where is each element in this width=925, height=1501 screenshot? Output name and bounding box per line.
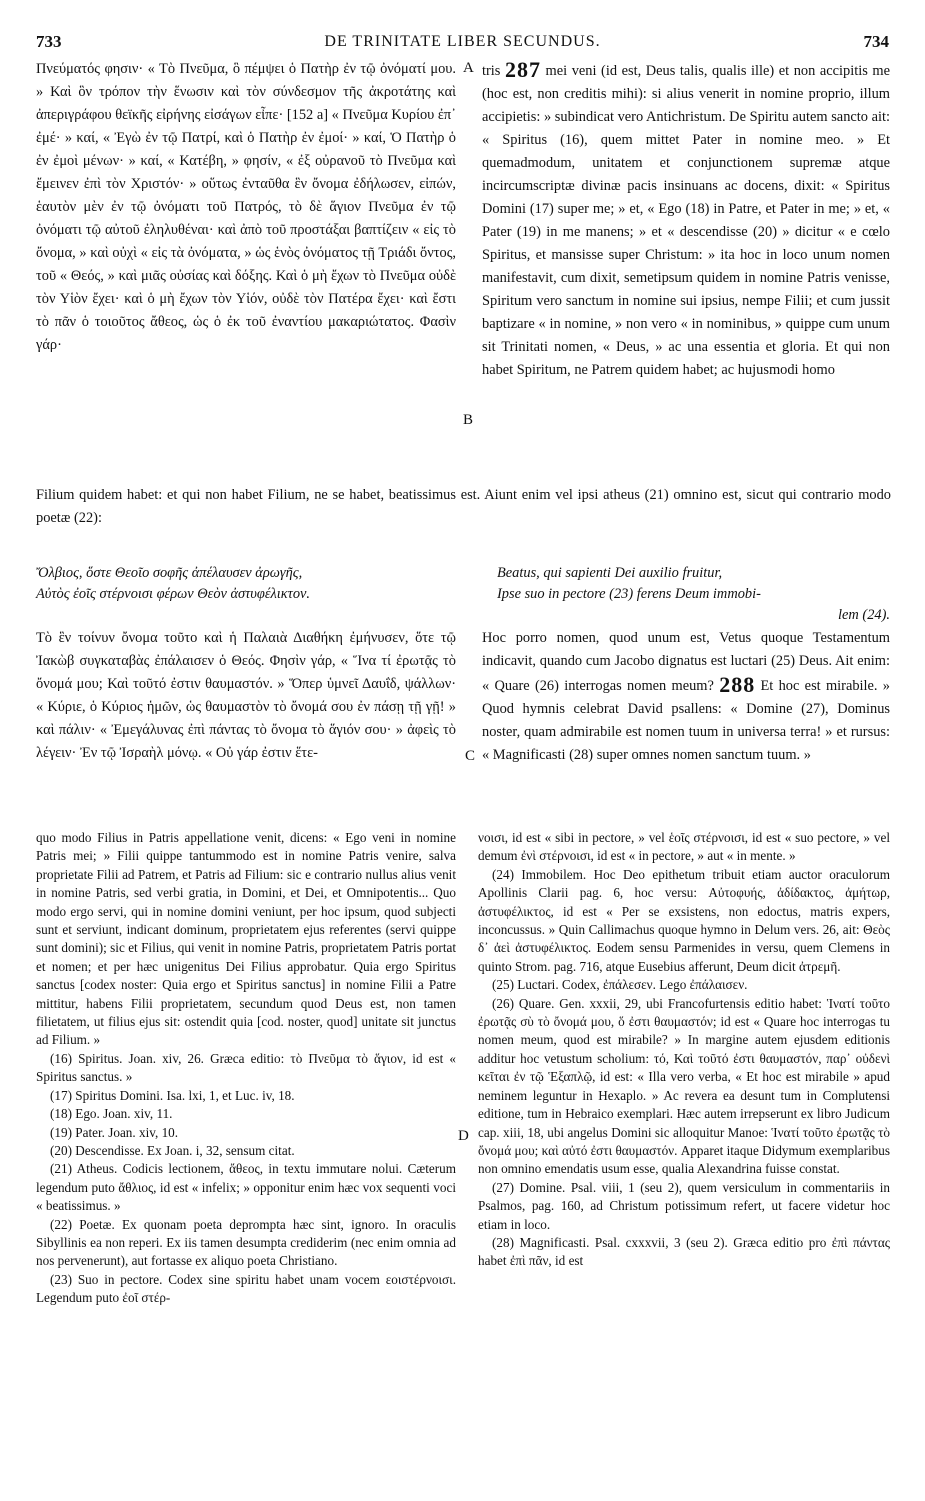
footnote: (22) Poetæ. Ex quonam poeta deprompta hæc sint, ignoro. In oraculis Sibyllinis ea non reperi. Ex iis tamen desumpta crediderim (nec enim omnia ad nos pervenerunt), aut fortasse ex aliquo poeta Christiano. <box>36 1216 456 1269</box>
footnote: (16) Spiritus. Joan. xiv, 26. Græca editio: τὸ Πνεῦμα τὸ ἅγιον, id est « Spiritus sanctus. » <box>36 1050 456 1085</box>
margin-marker-b: B <box>463 412 474 428</box>
footnote: quo modo Filius in Patris appellatione venit, dicens: « Ego veni in nomine Patris mei; » Filii quippe tantummodo est in nomine Patris venire, salva proprietate Filii ad Patrem, et Patris ad Filium: sic e contrario nullus alius venit in nomine Patris, sed verbi gratia, in Domini, et Dei, et Omnipotentis... Quo modo ergo servi, qui in nomine domini veniunt, per hoc ipsum, quod subjecti sunt et serviunt, indicant dominum, proprietatem ejus referentes (servi quippe sunt domini); sic et Filius, qui venit in nomine Patris, proprietatem Patris portat et nomen; et per hæc unigenitus Dei Filius approbatur. Quia ergo Spiritus sanctus [codex noster: Quia ergo et Spiritus sanctus] in nomine Filii a Patre mittitur, habens Filii proprietatem, secundum quod Deus est, non tamen filietatem, ut filius ejus sit: ostendit quia [cod. noster, quod] unitate sit junctus ad Filium. » <box>36 830 456 1048</box>
page-number-right: 734 <box>863 32 889 51</box>
footnote: (21) Atheus. Codicis lectionem, ἄθεος, in textu immutare nolui. Cæterum legendum puto ἄθλιος, id est « infelix; » opponitur enim hæc vox sequenti voci « beatissimus. » <box>36 1161 456 1214</box>
page-header <box>36 32 889 54</box>
latin-text-2a: Hoc porro nomen, quod unum est, Vetus quoque Testamentum indicavit, quando cum Jacobo dignatus est luctari (25) Deus. Ait enim: « Quare (26) interrogas nomen meum? <box>482 630 890 694</box>
column-number-287: 287 <box>504 57 541 82</box>
footnote: (24) Immobilem. Hoc Deo epithetum tribuit etiam auctor oraculorum Apollinis Clarii pag. 6, hoc versu: Αὐτοφυής, ἀδίδακτος, ἀμήτωρ, ἀστυφέλικτος, id est « Per se exsistens, non edoctus, matris expers, inconcussus. » Quin Callimachus quoque hymno in Delum vers. 26, ait: Θεὸς δ᾽ ἀεὶ ἀστυφέλικτος. Eodem sensu Parmenides in versu, quem Clemens in quinto Strom. pag. 716, atque Eusebius afferunt, Deum dicit ἀτρεμῆ. <box>478 866 890 974</box>
poem-greek <box>36 563 466 605</box>
poem-greek-line-1: Ὄλβιος, ὅστε Θεοῖο σοφῆς ἀπέλαυσεν ἀρωγῆς, <box>36 565 303 581</box>
footnotes-right <box>478 829 890 1271</box>
poem-latin-line-1: Beatus, qui sapienti Dei auxilio fruitur, <box>497 565 723 581</box>
footnote: (20) Descendisse. Ex Joan. i, 32, sensum citat. <box>50 1142 295 1158</box>
latin-text-1a: tris <box>482 63 501 79</box>
latin-column-2 <box>482 627 890 767</box>
margin-marker-c: C <box>465 748 476 764</box>
full-width-line: Filium quidem habet: et qui non habet Filium, ne se habet, beatissimus est. Aiunt enim vel ipsi atheus (21) omnino est, sicut qui contrario modo poetæ (22): <box>36 487 891 526</box>
greek-text-2: Τὸ ἓν τοίνυν ὄνομα τοῦτο καὶ ἡ Παλαιὰ Διαθήκη ἐμήνυσεν, ὅτε τῷ Ἰακὼβ συγκαταβὰς ἐπάλαισεν ὁ Θεός. Φησὶν γάρ, « Ἵνα τί ἐρωτᾷς τὸ ὄνομά μου; Καὶ τοῦτό ἐστιν θαυμαστόν. » Ὅπερ ὑμνεῖ Δαυΐδ, ψάλλων· « Κύριε, ὁ Κύριος ἡμῶν, ὡς θαυμαστὸν τὸ ὄνομά σου ἐν πάσῃ τῇ γῇ! » καὶ πάλιν· « Ἐμεγάλυνας ἐπὶ πάντας τὸ ὄνομα τὸ ἅγιόν σου· » ἀφεὶς τὸ λέγειν· Ἐν τῷ Ἰσραὴλ μόνῳ. « Οὐ γάρ ἐστιν ἕτε- <box>36 630 456 761</box>
greek-column-2 <box>36 627 456 765</box>
running-title: DE TRINITATE LIBER SECUNDUS. <box>324 33 601 50</box>
poem-latin-line-3: lem (24). <box>838 607 890 623</box>
footnote: (17) Spiritus Domini. Isa. lxi, 1, et Luc. iv, 18. <box>50 1087 295 1103</box>
footnote: (27) Domine. Psal. viii, 1 (seu 2), quem versiculum in commentariis in Psalmos, pag. 160, ad Christum potissimum refert, ut facere videtur hoc etiam in loco. <box>478 1179 890 1232</box>
greek-column-1 <box>36 58 456 357</box>
column-number-288: 288 <box>719 672 756 697</box>
greek-text-1: Πνεύματός φησιν· « Τὸ Πνεῦμα, ὃ πέμψει ὁ Πατὴρ ἐν τῷ ὀνόματί μου. » Καὶ ὃν τρόπον τὴν ἕνωσιν καὶ τὸν σύνδεσμον τῆς ἀκροτάτης καὶ ἀπεριγράφου θεϊκῆς εἰρήνης εἰσάγων εἶπε· [152 a] « Πνεῦμα Κυρίου ἐπ᾽ ἐμέ· » καί, « Ἐγὼ ἐν τῷ Πατρί, καὶ ὁ Πατὴρ ἐν ἐμοί· » καί, Ὁ Πατὴρ ὁ ἐν ἐμοὶ μένων· » καί, « Κατέβη, » φησίν, « ἐξ οὐρανοῦ τὸ Πνεῦμα καὶ ἔμεινεν ἐπὶ τὸν Χριστόν· » οὕτως ἐνταῦθα ἓν ὄνομα ἐδήλωσεν, εἰπών, ἑαυτὸν μὲν ἐν τῷ ὀνόματι τοῦ Πατρός, τὸ δὲ ἅγιον Πνεῦμα ἐν τῷ ὀνόματι τῷ αὐτοῦ ἐληλυθέναι· καὶ ἀπὸ τοῦ προστάξαι βαπτίζειν « εἰς τὸ ὄνομα, » καὶ οὐχὶ « εἰς τὰ ὀνόματα, » ὡς ἑνὸς ὀνόματος τῇ Τριάδι ὄντος, τοῦ « Θεός, » καὶ μιᾶς οὐσίας καὶ δόξης. Καὶ ὁ μὴ ἔχων τὸ Πνεῦμα οὐδὲ τὸν Υἱὸν ἔχει· καὶ ὁ μὴ ἔχων τὸν Υἱόν, οὐδὲ τὸν Πατέρα ἔχει· καὶ ἔστι τὸ πᾶν ὁ τοιοῦτος ἄθεος, ὡς ὁ ἐκ τοῦ ἐναντίου μακαριώτατος. Φασὶν γάρ· <box>36 61 456 353</box>
latin-text-2 <box>482 627 890 767</box>
footnotes-left <box>36 829 456 1308</box>
footnote: (23) Suo in pectore. Codex sine spiritu habet unam vocem εοιστέρνοισι. Legendum puto ἐοῖ στέρ- <box>36 1271 456 1306</box>
page-number-left: 733 <box>36 32 62 51</box>
footnote: νοισι, id est « sibi in pectore, » vel ἑοῖς στέρνοισι, id est « suo pectore, » vel demum ἐνὶ στέρνοισι, id est « in pectore, » aut « in mente. » <box>478 830 890 864</box>
latin-column-1 <box>482 58 890 382</box>
margin-marker-d: D <box>458 1128 469 1144</box>
footnote: (26) Quare. Gen. xxxii, 29, ubi Francofurtensis editio habet: Ἱνατί τοῦτο ἐρωτᾷς σὺ τὸ ὄνομά μου, ὅ ἐστι θαυμαστόν; id est « Quare hoc interrogas tu nomen meum, quod est mirabile? » In margine autem ejusdem editionis additur hoc vetustum scholium: τό, Καὶ τοῦτό ἐστι θαυμαστόν, παρ᾽ οὐδενὶ κεῖται ἐν τῷ Ἑξαπλῷ, id est: « Illa vero verba, « Et hoc est mirabile » apud neminem leguntur in Hexaplo. » Ac revera ea desunt tum in Complutensi editione, tum in Hebraico exemplari. Hæc autem irrepserunt ex libro Judicum cap. xiii, 18, ubi angelus Domini sic alloquitur Manoe: Ἱνατί τοῦτο ἐρωτᾷς τὸ ὄνομά μου; καὶ αὐτό ἐστι θαυμαστόν. Apparet itaque Didymum exemplaribus non omnino emendatis usum esse, qualia Alexandrina fuisse constat. <box>478 995 890 1177</box>
latin-text-2b: Et hoc est mirabile. » Quod hymnis celebrat David psallens: « Domine (27), Dominus noster, quam admirabile est nomen tuum in universa terra! » et rursus: « Magnificasti (28) super omnes nomen sanctum tuum. » <box>482 678 891 763</box>
margin-marker-a: A <box>463 60 474 76</box>
latin-text-1b: mei veni (id est, Deus talis, qualis ille) et non accipitis me (hoc est, non creditis mihi): si alius venerit in nomine proprio, illum accipietis: » subindicat vero Antichristum. De Spiritu autem sancto ait: « Spiritus (16), quem mittet Pater in nomine meo. » Et quemadmodum, unitatem et conjunctionem supremæ atque incircumscriptæ divinæ pacis insinuans ac docens, dixit: « Spiritus Domini (17) super me; » et, « Ego (18) in Patre, et Pater in me; » et, « Pater (19) in me manens; » et « descendisse (20) » dicitur « e cœlo Spiritus, et mansisse super Christum: » ita hoc in loco unum nomen manifestavit, cum dixit, semetipsum quidem in nomine Patris venisse, Spiritum vero sanctum in nomine sui ipsius, nempe Filii; et cum jussit baptizare « in nomine, » non vero « in nominibus, » quippe cum unum sit Trinitati nomen, « Deus, » ac una essentia et gloria. Et qui non habet Spiritum, ne Patrem quidem habet; ac hujusmodi homo <box>482 63 890 378</box>
footnote: (28) Magnificasti. Psal. cxxxvii, 3 (seu 2). Græca editio pro ἐπὶ πάντας habet ἐπὶ πᾶν, id est <box>478 1234 890 1269</box>
footnote: (18) Ego. Joan. xiv, 11. <box>50 1106 173 1122</box>
poem-latin-line-2: Ipse suo in pectore (23) ferens Deum immobi- <box>497 586 761 602</box>
latin-text-1 <box>482 58 890 382</box>
poem-latin <box>497 563 890 626</box>
poem-greek-line-2: Αὐτὸς ἐοῖς στέρνοισι φέρων Θεὸν ἀστυφέλικτον. <box>36 586 311 602</box>
footnote: (25) Luctari. Codex, ἐπάλεσεν. Lego ἐπάλαισεν. <box>492 977 748 993</box>
footnote: (19) Pater. Joan. xiv, 10. <box>50 1124 179 1140</box>
